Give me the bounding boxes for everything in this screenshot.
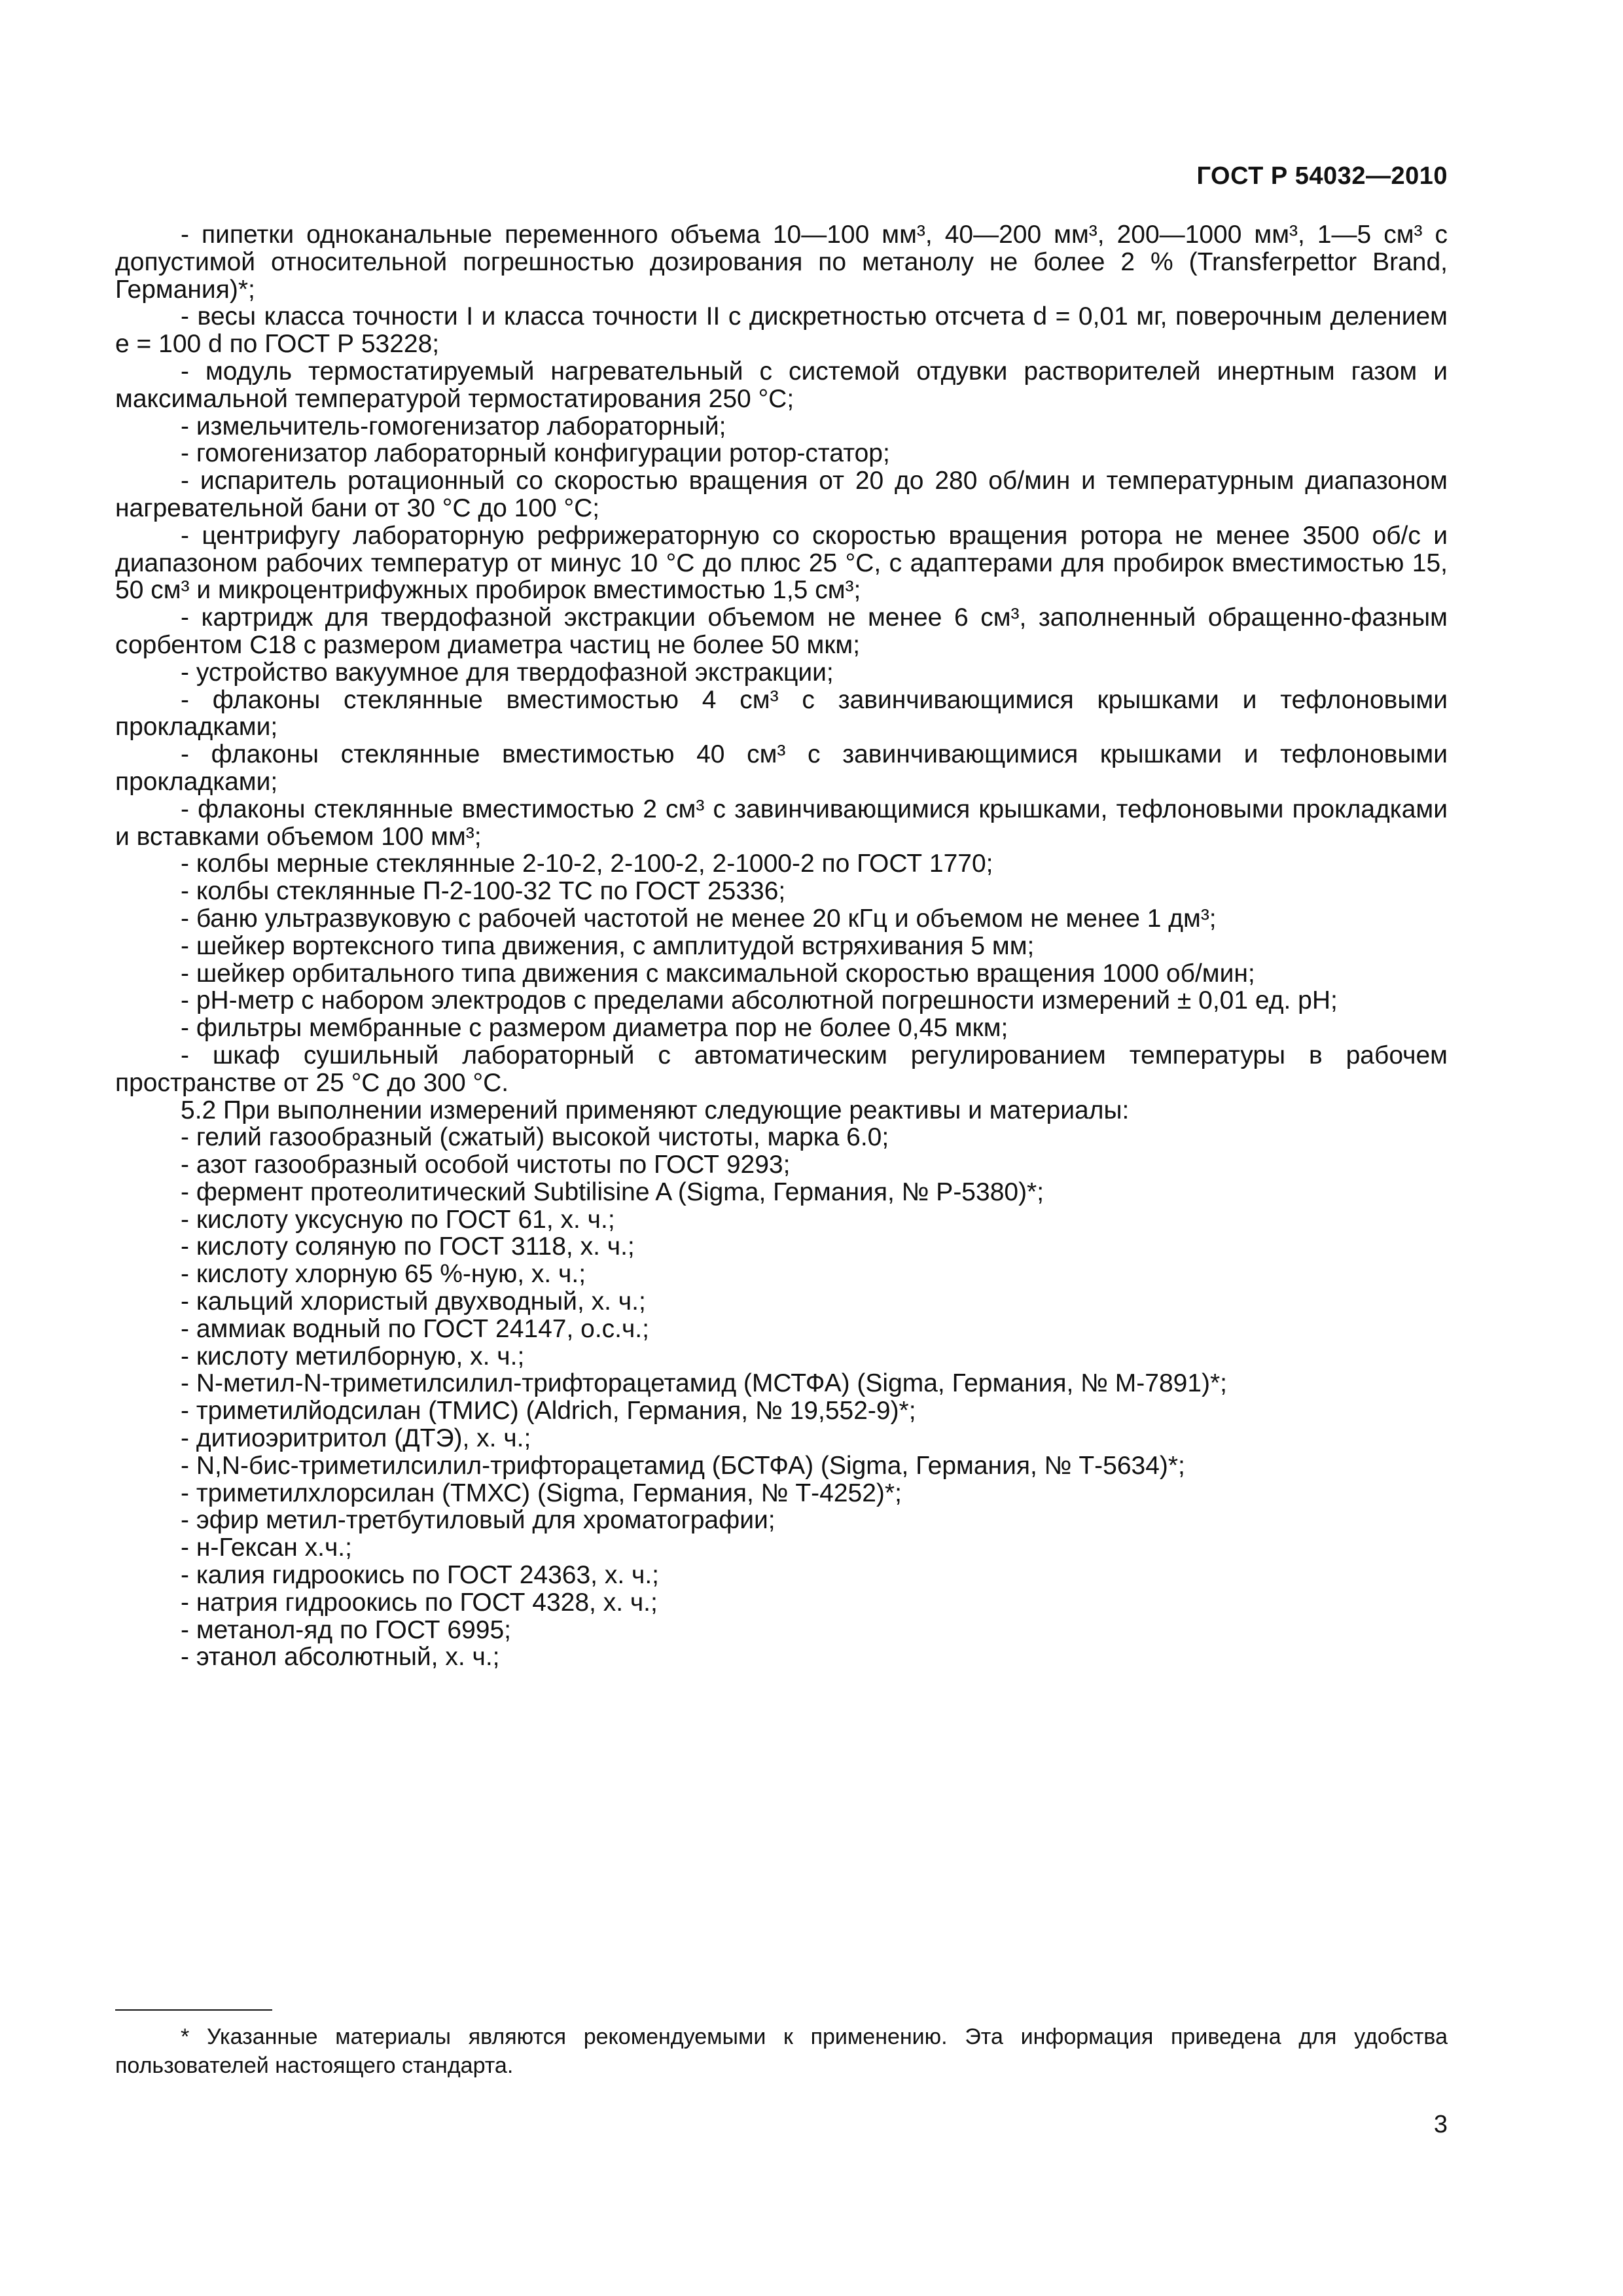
list-item: - измельчитель-гомогенизатор лабораторный; xyxy=(181,412,726,440)
list-item: - шкаф сушильный лабораторный с автоматическим регулированием температуры в рабочем пространстве от 25 °С до 300 °С. xyxy=(115,1041,1448,1097)
list-item: - N,N-бис-триметилсилил-трифторацетамид (БСТФА) (Sigma, Германия, № Т-5634)*; xyxy=(181,1451,1185,1480)
list-item: - испаритель ротационный со скоростью вращения от 20 до 280 об/мин и температурным диапазоном нагревательной бани от 30 °С до 100 °С; xyxy=(115,467,1448,522)
document-header: ГОСТ Р 54032—2010 xyxy=(1196,162,1448,190)
footnote: * Указанные материалы являются рекомендуемыми к применению. Эта информация приведена для удобства пользователей настоящего стандарта. xyxy=(115,2024,1448,2078)
list-item: - модуль термостатируемый нагревательный с системой отдувки растворителей инертным газом и максимальной температурой термостатирования 250 °С; xyxy=(115,357,1448,413)
list-item: - флаконы стеклянные вместимостью 40 см³ с завинчивающимися крышками и тефлоновыми прокладками; xyxy=(115,740,1448,796)
list-item: - аммиак водный по ГОСТ 24147, о.с.ч.; xyxy=(181,1314,649,1343)
list-item: - дитиоэритритол (ДТЭ), х. ч.; xyxy=(181,1424,531,1453)
list-item: - триметилхлорсилан (ТМХС) (Sigma, Германия, № Т-4252)*; xyxy=(181,1479,902,1507)
list-item: - рН-метр с набором электродов с пределами абсолютной погрешности измерений ± 0,01 ед. рН; xyxy=(181,986,1338,1015)
list-item: - флаконы стеклянные вместимостью 4 см³ с завинчивающимися крышками и тефлоновыми прокладками; xyxy=(115,685,1448,742)
list-item: - натрия гидроокись по ГОСТ 4328, х. ч.; xyxy=(181,1588,658,1617)
list-item: - шейкер вортексного типа движения, с амплитудой встряхивания 5 мм; xyxy=(181,931,1035,960)
list-item: - азот газообразный особой чистоты по ГОСТ 9293; xyxy=(181,1151,791,1179)
list-item: - кислоту соляную по ГОСТ 3118, х. ч.; xyxy=(181,1232,635,1261)
list-item: - этанол абсолютный, х. ч.; xyxy=(181,1643,500,1672)
list-item: - пипетки одноканальные переменного объема 10—100 мм³, 40—200 мм³, 200—1000 мм³, 1—5 см³ с допустимой относительной погрешностью дозирования по метанолу не более 2 % (Transferpettor Brand, Германия)*; xyxy=(115,221,1448,304)
list-item: - кальций хлористый двухводный, х. ч.; xyxy=(181,1287,646,1316)
list-item: - калия гидроокись по ГОСТ 24363, х. ч.; xyxy=(181,1561,659,1590)
list-item: - кислоту уксусную по ГОСТ 61, х. ч.; xyxy=(181,1205,615,1234)
list-item: - кислоту хлорную 65 %-ную, х. ч.; xyxy=(181,1260,586,1289)
list-item: - эфир метил-третбутиловый для хроматографии; xyxy=(181,1506,776,1535)
list-item: - кислоту метилборную, х. ч.; xyxy=(181,1342,525,1371)
list-item: - картридж для твердофазной экстракции объемом не менее 6 см³, заполненный обращенно-фазным сорбентом С18 с размером диаметра частиц не более 50 мкм; xyxy=(115,603,1448,659)
list-item: - колбы стеклянные П-2-100-32 ТС по ГОСТ 25336; xyxy=(181,877,786,906)
list-item: - N-метил-N-триметилсилил-трифторацетамид (МСТФА) (Sigma, Германия, № М-7891)*; xyxy=(181,1369,1228,1398)
list-item: - гомогенизатор лабораторный конфигурации ротор-статор; xyxy=(181,439,890,468)
list-item: - фермент протеолитический Subtilisine A (Sigma, Германия, № Р-5380)*; xyxy=(181,1177,1044,1206)
list-item: - центрифугу лабораторную рефрижераторную со скоростью вращения ротора не менее 3500 об/с и диапазоном рабочих температур от минус 10 °С до плюс 25 °С, с адаптерами для пробирок вместимостью 15, 50 см³ и микроцентрифужных пробирок вместимостью 1,5 см³; xyxy=(115,521,1448,605)
page-number: 3 xyxy=(1433,2111,1448,2138)
footnote-divider xyxy=(115,2009,272,2011)
list-item: - метанол-яд по ГОСТ 6995; xyxy=(181,1615,512,1644)
list-item: - фильтры мембранные с размером диаметра пор не более 0,45 мкм; xyxy=(181,1014,1008,1043)
list-item: - н-Гексан х.ч.; xyxy=(181,1534,352,1562)
list-item: - флаконы стеклянные вместимостью 2 см³ с завинчивающимися крышками, тефлоновыми прокладками и вставками объемом 100 мм³; xyxy=(115,795,1448,851)
list-item: - триметилйодсилан (ТМИС) (Aldrich, Германия, № 19,552-9)*; xyxy=(181,1397,916,1426)
list-item: - шейкер орбитального типа движения с максимальной скоростью вращения 1000 об/мин; xyxy=(181,959,1255,988)
list-item: - весы класса точности I и класса точности II с дискретностью отсчета d = 0,01 мг, поверочным делением e = 100 d по ГОСТ Р 53228; xyxy=(115,302,1448,359)
list-item: - колбы мерные стеклянные 2-10-2, 2-100-2, 2-1000-2 по ГОСТ 1770; xyxy=(181,850,993,878)
list-item: - гелий газообразный (сжатый) высокой чистоты, марка 6.0; xyxy=(181,1123,889,1152)
document-body xyxy=(115,221,1448,1671)
list-item: - устройство вакуумное для твердофазной экстракции; xyxy=(181,658,834,687)
list-item: - баню ультразвуковую с рабочей частотой не менее 20 кГц и объемом не менее 1 дм³; xyxy=(181,904,1217,933)
section-heading: 5.2 При выполнении измерений применяют следующие реактивы и материалы: xyxy=(181,1096,1130,1124)
